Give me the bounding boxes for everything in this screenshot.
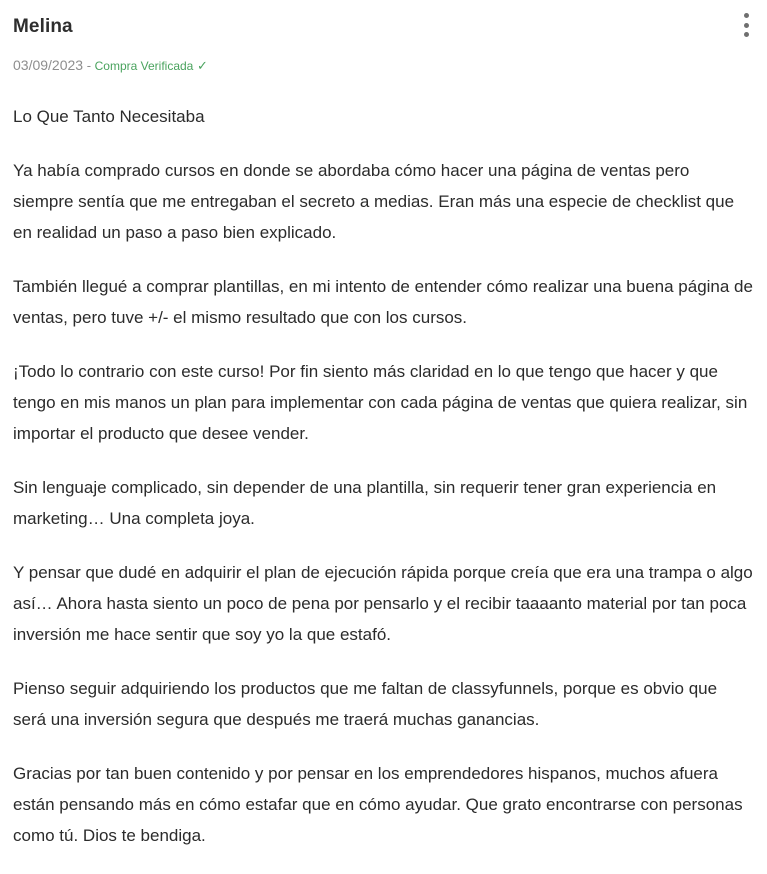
more-vertical-icon-dot — [744, 32, 749, 37]
review-paragraph: Ya había comprado cursos en donde se abordaba cómo hacer una página de ventas pero siempre sentía que me entregaban el secreto a medias. Eran más una especie de checklist que en realidad un paso a paso bien explicado. — [13, 161, 735, 242]
review-meta — [13, 57, 208, 75]
reviewer-name: Melina — [13, 16, 73, 37]
more-vertical-icon — [744, 13, 749, 18]
check-icon: ✓ — [196, 58, 208, 73]
review-body — [13, 102, 753, 874]
more-options-button[interactable] — [736, 11, 756, 39]
review-paragraph: También llegué a comprar plantillas, en mi intento de entender cómo realizar una buena página de ventas, pero tuve +/- el mismo resultado que con los cursos. — [13, 277, 753, 327]
review-title: Lo Que Tanto Necesitaba — [13, 107, 205, 126]
review-paragraph: Sin lenguaje complicado, sin depender de una plantilla, sin requerir tener gran experiencia en marketing… Una completa joya. — [13, 478, 717, 528]
review-paragraph: Gracias por tan buen contenido y por pensar en los emprendedores hispanos, muchos afuera están pensando más en cómo estafar que en cómo ayudar. Que grato encontrarse con personas como tú. Dios te bendiga. — [13, 764, 743, 845]
review-paragraph: Pienso seguir adquiriendo los productos que me faltan de classyfunnels, porque es obvio que será una inversión segura que después me traerá muchas ganancias. — [13, 679, 718, 729]
review-date: 03/09/2023 — [13, 57, 84, 73]
meta-separator: - — [83, 58, 95, 73]
more-vertical-icon-dot — [744, 23, 749, 28]
review-paragraph: ¡Todo lo contrario con este curso! Por fin siento más claridad en lo que tengo que hacer y que tengo en mis manos un plan para implementar con cada página de ventas que quiera realizar, sin importar el producto que desee vender. — [13, 362, 748, 443]
verified-purchase-badge: Compra Verificada — [94, 59, 194, 73]
review-paragraph: Y pensar que dudé en adquirir el plan de ejecución rápida porque creía que era una trampa o algo así… Ahora hasta siento un poco de pena por pensarlo y el recibir taaaanto material por tan poca inversión me hace sentir que soy yo la que estafó. — [13, 563, 753, 644]
